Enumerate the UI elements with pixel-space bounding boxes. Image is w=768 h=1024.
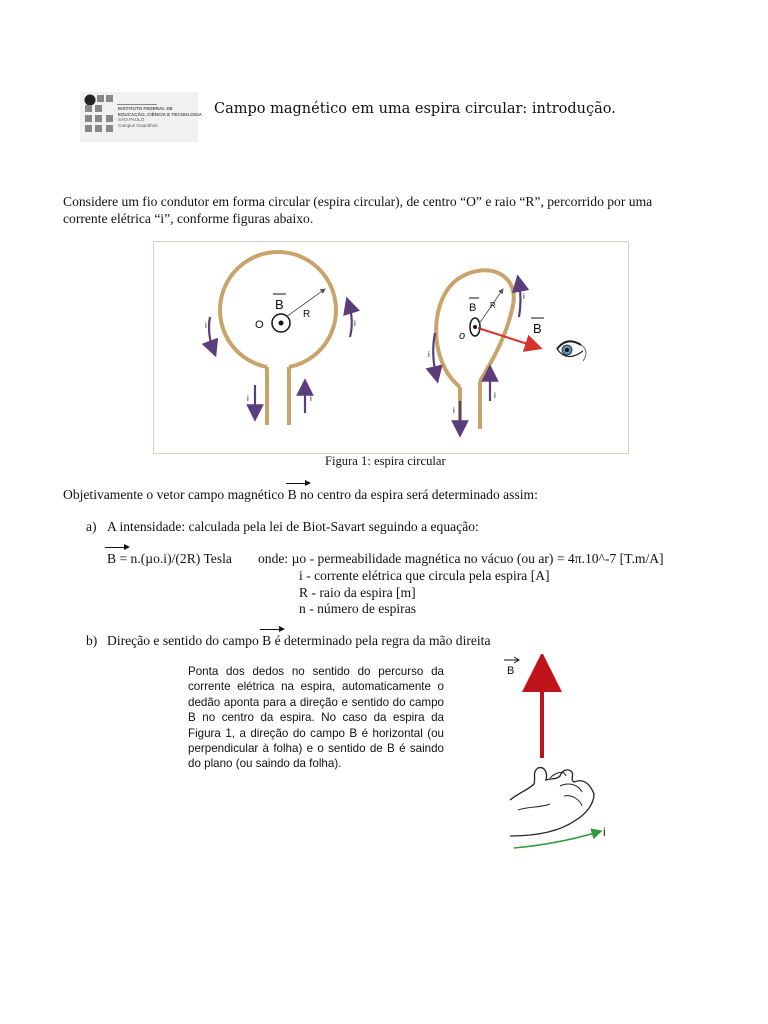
objective-paragraph [63,486,538,503]
logo-line: EDUCAÇÃO, CIÊNCIA E TECNOLOGIA [118,111,203,117]
objective-text-before: Objetivamente o vetor campo magnético [63,487,288,502]
vector-B: B [287,487,297,502]
label-i: i [494,391,496,400]
right-hand-rule-text: Ponta dos dedos no sentido do percurso da corrente elétrica na espira, automaticamente o dedão aponta para a direção e sentido do campo B no centro da espira. No caso da espira da Figura 1, a direção do campo B é horizontal (ou perpendicular à folha) e o sentido de B é saindo do plano (ou saindo da folha). [188,665,444,771]
label-B: B [275,297,284,312]
label-R: R [303,309,311,320]
label-i: i [247,394,249,403]
label-B: B [533,321,542,336]
definition-R: R - raio da espira [m] [299,585,416,600]
equation-onde: onde: µo - permeabilidade magnética no vácuo (ou ar) = 4π.10^-7 [T.m/A] [258,551,664,566]
item-b-text-after: é determinado pela regra da mão direita [271,633,491,648]
figure-drawing [153,241,629,454]
vector-B: B [262,633,272,648]
label-i: i [603,825,606,839]
definition-n: n - número de espiras [299,601,417,616]
institution-logo [80,92,203,142]
label-i: i [523,292,525,301]
label-i: i [205,321,207,330]
label-i: i [310,394,312,403]
item-b-text-before: Direção e sentido do campo [107,633,263,648]
label-i: i [453,406,455,415]
label-B: B [469,302,477,314]
equation [107,550,232,567]
item-b-marker: b) [86,633,98,648]
intro-line-2: corrente elétrica “i”, conforme figuras abaixo. [63,211,314,226]
label-o: o [459,330,466,342]
label-R: R [490,301,496,310]
logo-text [118,106,202,128]
label-i: i [428,350,430,359]
label-B: B [507,665,515,677]
logo-line: INSTITUTO FEDERAL DE [118,106,173,111]
label-O: O [255,319,264,331]
equation-formula: = n.(µo.i)/(2R) Tesla [116,551,232,566]
intro-line-1: Considere um fio condutor em forma circular (espira circular), de centro “O” e raio “R”, percorrido por uma [63,194,653,209]
item-a-text: A intensidade: calculada pela lei de Biot-Savart seguindo a equação: [107,519,479,534]
right-hand-icon [498,654,618,854]
logo-line: SÃO PAULO [118,117,145,123]
page-title: Campo magnético em uma espira circular: introdução. [214,101,616,117]
item-b-text [107,632,491,649]
logo-line: Campus Guarulhos [118,122,158,128]
item-a-marker: a) [86,519,97,534]
right-hand-rule-figure [498,654,618,854]
definition-i: i - corrente elétrica que circula pela espira [A] [299,568,550,583]
figure-caption: Figura 1: espira circular [325,454,446,468]
label-i: i [354,319,356,328]
objective-text-after: no centro da espira será determinado assim: [296,487,538,502]
equation-vector-B: B [107,551,117,566]
figure-espira-circular [153,241,629,454]
